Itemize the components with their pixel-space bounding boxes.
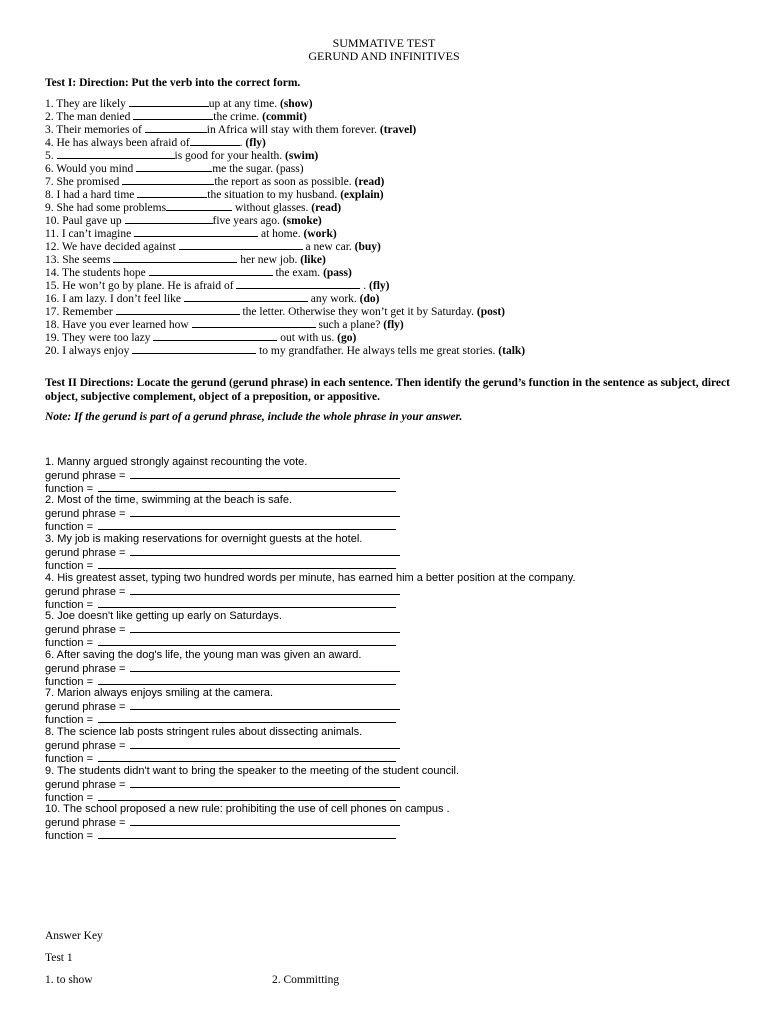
- function-line-blank[interactable]: [98, 598, 396, 608]
- item-text: 18. Have you ever learned how: [45, 319, 192, 331]
- test1-item: [45, 331, 356, 345]
- test1-item: [45, 97, 313, 111]
- item-text-rest: to my grandfather. He always tells me great stories.: [256, 345, 499, 357]
- gerund-phrase-line-text: gerund phrase =: [45, 470, 129, 482]
- test1-item: [45, 344, 525, 358]
- gerund-phrase-line: [45, 700, 400, 714]
- gerund-phrase-line-blank[interactable]: [130, 739, 400, 749]
- item-text-rest: the exam.: [272, 267, 324, 279]
- verb-hint: (talk): [498, 345, 526, 357]
- function-line-text: function =: [45, 753, 97, 765]
- answer-blank[interactable]: [166, 201, 232, 211]
- item-text: 16. I am lazy. I don’t feel like: [45, 293, 184, 305]
- test2-sentence: [45, 687, 273, 700]
- item-text: 8. I had a hard time: [45, 189, 138, 201]
- test1-item: [45, 136, 266, 150]
- test2-sentence-text: 8. The science lab posts stringent rules about dissecting animals.: [45, 726, 363, 738]
- function-line-blank[interactable]: [98, 675, 396, 685]
- test2-sentence: [45, 533, 362, 546]
- answer-blank[interactable]: [129, 97, 209, 107]
- gerund-phrase-line-text: gerund phrase =: [45, 547, 129, 559]
- item-text-rest: .: [239, 137, 246, 149]
- item-text: 13. She seems: [45, 254, 114, 266]
- gerund-phrase-line-blank[interactable]: [130, 585, 400, 595]
- item-text: 4. He has always been afraid of: [45, 137, 190, 149]
- verb-hint: (fly): [369, 280, 390, 292]
- item-text-rest: at home.: [258, 228, 304, 240]
- test2-sentence: [45, 494, 292, 507]
- verb-hint: (read): [311, 202, 342, 214]
- function-line: [45, 752, 396, 766]
- test1-item: [45, 201, 341, 215]
- test1-item: [45, 240, 381, 254]
- test2-sentence: [45, 765, 459, 778]
- test2-sentence-text: 10. The school proposed a new rule: prohibiting the use of cell phones on campus .: [45, 803, 450, 815]
- test1-item: [45, 292, 379, 306]
- answer-blank[interactable]: [116, 305, 240, 315]
- item-text: 14. The students hope: [45, 267, 149, 279]
- item-text: 9. She had some problems: [45, 202, 167, 214]
- function-line-blank[interactable]: [98, 791, 396, 801]
- item-text-rest: such a plane?: [315, 319, 384, 331]
- test1-item: [45, 188, 384, 202]
- function-line-text: function =: [45, 714, 97, 726]
- test2-direction: Test II Directions: Locate the gerund (gerund phrase) in each sentence. Then identify the gerund’s function in the sentence as subject, direct object, subjective complement, object of a preposition, or appositive.: [45, 377, 730, 403]
- test2-sentence-text: 7. Marion always enjoys smiling at the camera.: [45, 687, 274, 699]
- verb-hint: (read): [354, 176, 385, 188]
- test2-sentence-text: 1. Manny argued strongly against recounting the vote.: [45, 456, 308, 468]
- item-text-rest: five years ago.: [212, 215, 283, 227]
- verb-hint: (show): [280, 98, 313, 110]
- gerund-phrase-line-text: gerund phrase =: [45, 624, 129, 636]
- verb-hint: (travel): [379, 124, 417, 136]
- function-line: [45, 520, 396, 534]
- verb-hint: (like): [300, 254, 326, 266]
- answer-blank[interactable]: [136, 162, 212, 172]
- function-line-text: function =: [45, 676, 97, 688]
- test1-item: [45, 162, 304, 176]
- function-line-text: function =: [45, 792, 97, 804]
- answer-blank[interactable]: [145, 123, 207, 133]
- gerund-phrase-line-text: gerund phrase =: [45, 779, 129, 791]
- verb-hint: (fly): [383, 319, 404, 331]
- item-text: 15. He won’t go by plane. He is afraid of: [45, 280, 237, 292]
- gerund-phrase-line-blank[interactable]: [130, 469, 400, 479]
- function-line-blank[interactable]: [98, 636, 396, 646]
- verb-hint: (work): [303, 228, 337, 240]
- answer-blank[interactable]: [184, 292, 308, 302]
- test1-item: [45, 110, 307, 124]
- test2-sentence-text: 6. After saving the dog's life, the young man was given an award.: [45, 649, 362, 661]
- answer-blank[interactable]: [57, 149, 175, 159]
- gerund-phrase-line-text: gerund phrase =: [45, 740, 129, 752]
- gerund-phrase-line-text: gerund phrase =: [45, 701, 129, 713]
- gerund-phrase-line: [45, 662, 400, 676]
- test1-item: [45, 305, 505, 319]
- answer-blank[interactable]: [192, 318, 316, 328]
- answer-blank[interactable]: [137, 188, 207, 198]
- verb-hint: (swim): [285, 150, 319, 162]
- verb-hint: (commit): [262, 111, 307, 123]
- function-line: [45, 829, 396, 843]
- function-line-text: function =: [45, 599, 97, 611]
- gerund-phrase-line-text: gerund phrase =: [45, 817, 129, 829]
- test2-sentence: [45, 803, 450, 816]
- answer-key-item-2: 2. Committing: [272, 974, 340, 986]
- verb-hint: (explain): [340, 189, 384, 201]
- gerund-phrase-line: [45, 778, 400, 792]
- function-line: [45, 559, 396, 573]
- test1-item: [45, 227, 337, 241]
- gerund-phrase-line-text: gerund phrase =: [45, 586, 129, 598]
- test2-sentence: [45, 572, 576, 585]
- test2-sentence: [45, 610, 282, 623]
- item-text: 17. Remember: [45, 306, 116, 318]
- test1-item: [45, 214, 322, 228]
- item-text-rest: without glasses.: [232, 202, 312, 214]
- test1-direction: Test I: Direction: Put the verb into the correct form.: [45, 77, 301, 89]
- function-line-blank[interactable]: [98, 752, 396, 762]
- answer-blank[interactable]: [125, 214, 213, 224]
- gerund-phrase-line-blank[interactable]: [130, 778, 400, 788]
- function-line-blank[interactable]: [98, 482, 396, 492]
- gerund-phrase-line-blank[interactable]: [130, 700, 400, 710]
- gerund-phrase-line-text: gerund phrase =: [45, 508, 129, 520]
- test1-item: [45, 279, 389, 293]
- gerund-phrase-line: [45, 507, 400, 521]
- gerund-phrase-line: [45, 816, 400, 830]
- test1-item: [45, 123, 416, 137]
- item-text: 19. They were too lazy: [45, 332, 154, 344]
- page-title: SUMMATIVE TEST: [332, 36, 436, 50]
- item-text-rest: is good for your health.: [174, 150, 286, 162]
- page-subtitle: GERUND AND INFINITIVES: [308, 49, 460, 63]
- answer-blank[interactable]: [190, 136, 240, 146]
- verb-hint: (go): [337, 332, 357, 344]
- function-line-text: function =: [45, 637, 97, 649]
- answer-blank[interactable]: [236, 279, 360, 289]
- item-text: 7. She promised: [45, 176, 123, 188]
- test2-sentence-text: 2. Most of the time, swimming at the beach is safe.: [45, 494, 292, 506]
- test2-sentence: [45, 456, 307, 469]
- item-text-rest: the letter. Otherwise they won’t get it by Saturday.: [239, 306, 477, 318]
- item-text: 1. They are likely: [45, 98, 129, 110]
- test2-sentence: [45, 649, 361, 662]
- item-text-rest: me the sugar. (pass): [212, 163, 304, 175]
- answer-key-heading: Answer Key: [45, 930, 103, 942]
- gerund-phrase-line: [45, 739, 400, 753]
- item-text: 5.: [45, 150, 57, 162]
- gerund-phrase-line: [45, 546, 400, 560]
- function-line: [45, 636, 396, 650]
- verb-hint: (do): [359, 293, 380, 305]
- item-text-rest: the situation to my husband.: [207, 189, 341, 201]
- test2-sentence-text: 4. His greatest asset, typing two hundred words per minute, has earned him a better position at the company.: [45, 572, 576, 584]
- test2-sentence-text: 5. Joe doesn't like getting up early on Saturdays.: [45, 610, 282, 622]
- test1-item: [45, 318, 404, 332]
- test2-note: Note: If the gerund is part of a gerund phrase, include the whole phrase in your answer.: [45, 411, 463, 423]
- function-line: [45, 713, 396, 727]
- test2-sentence-text: 9. The students didn't want to bring the speaker to the meeting of the student council.: [45, 765, 460, 777]
- function-line-text: function =: [45, 521, 97, 533]
- verb-hint: (pass): [323, 267, 352, 279]
- item-text: 10. Paul gave up: [45, 215, 125, 227]
- verb-hint: (smoke): [282, 215, 322, 227]
- answer-blank[interactable]: [122, 175, 214, 185]
- test2-sentence: [45, 726, 362, 739]
- function-line-text: function =: [45, 483, 97, 495]
- function-line-blank[interactable]: [98, 520, 396, 530]
- item-text: 20. I always enjoy: [45, 345, 133, 357]
- answer-key-item-1: 1. to show: [45, 974, 93, 986]
- answer-blank[interactable]: [134, 227, 258, 237]
- gerund-phrase-line-blank[interactable]: [130, 546, 400, 556]
- item-text-rest: up at any time.: [208, 98, 280, 110]
- item-text-rest: her new job.: [237, 254, 301, 266]
- verb-hint: (post): [476, 306, 505, 318]
- test2-sentence-text: 3. My job is making reservations for overnight guests at the hotel.: [45, 533, 363, 545]
- gerund-phrase-line-text: gerund phrase =: [45, 663, 129, 675]
- item-text-rest: the report as soon as possible.: [214, 176, 355, 188]
- item-text: 11. I can’t imagine: [45, 228, 135, 240]
- answer-blank[interactable]: [179, 240, 303, 250]
- verb-hint: (buy): [354, 241, 381, 253]
- function-line-blank[interactable]: [98, 713, 396, 723]
- function-line-text: function =: [45, 560, 97, 572]
- gerund-phrase-line: [45, 469, 400, 483]
- verb-hint: (fly): [245, 137, 266, 149]
- gerund-phrase-line-blank[interactable]: [130, 507, 400, 517]
- item-text-rest: the crime.: [213, 111, 263, 123]
- gerund-phrase-line-blank[interactable]: [130, 623, 400, 633]
- item-text-rest: a new car.: [302, 241, 355, 253]
- answer-blank[interactable]: [133, 110, 213, 120]
- gerund-phrase-line: [45, 623, 400, 637]
- item-text-rest: any work.: [307, 293, 360, 305]
- gerund-phrase-line: [45, 585, 400, 599]
- test1-item: [45, 266, 352, 280]
- item-text-rest: in Africa will stay with them forever.: [206, 124, 380, 136]
- test1-item: [45, 253, 326, 267]
- test1-item: [45, 175, 384, 189]
- function-line-blank[interactable]: [98, 829, 396, 839]
- answer-key-test-label: Test 1: [45, 952, 73, 964]
- function-line-text: function =: [45, 830, 97, 842]
- answer-blank[interactable]: [149, 266, 273, 276]
- item-text: 6. Would you mind: [45, 163, 137, 175]
- function-line-blank[interactable]: [98, 559, 396, 569]
- answer-blank[interactable]: [113, 253, 237, 263]
- gerund-phrase-line-blank[interactable]: [130, 662, 400, 672]
- answer-blank[interactable]: [153, 331, 277, 341]
- item-text: 12. We have decided against: [45, 241, 179, 253]
- item-text: 3. Their memories of: [45, 124, 145, 136]
- test1-item: [45, 149, 318, 163]
- gerund-phrase-line-blank[interactable]: [130, 816, 400, 826]
- item-text-rest: .: [360, 280, 370, 292]
- answer-blank[interactable]: [132, 344, 256, 354]
- item-text: 2. The man denied: [45, 111, 134, 123]
- item-text-rest: out with us.: [277, 332, 338, 344]
